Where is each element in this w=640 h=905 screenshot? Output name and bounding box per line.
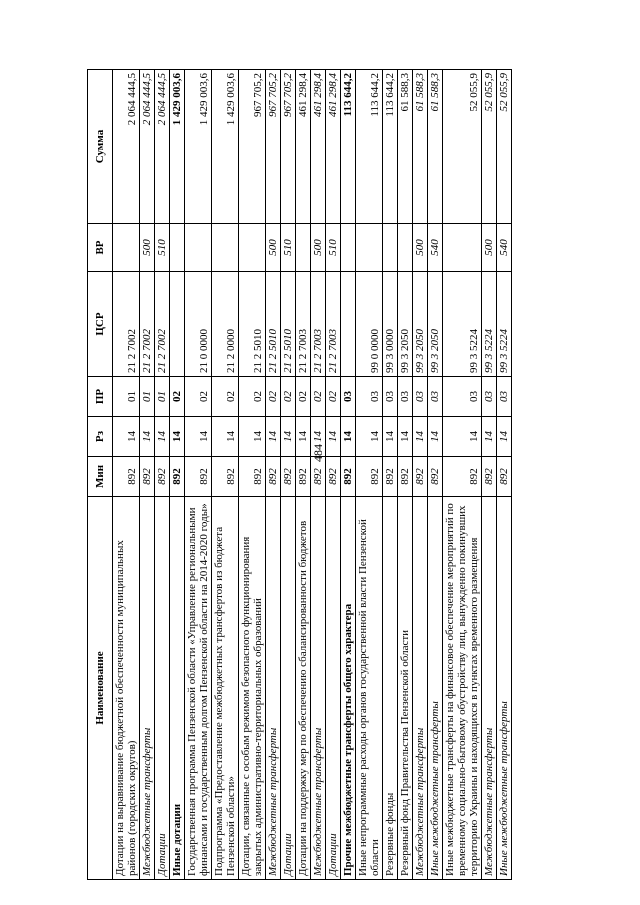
cell-min: 892	[428, 457, 443, 497]
cell-csr: 99 3 5224	[497, 272, 512, 377]
cell-csr: 99 3 2050	[413, 272, 428, 377]
cell-vr	[398, 224, 413, 272]
cell-min: 892	[341, 457, 356, 497]
table-row	[428, 70, 443, 880]
cell-vr	[356, 224, 383, 272]
cell-pr: 03	[482, 377, 497, 417]
cell-vr	[113, 224, 140, 272]
table-row	[296, 70, 311, 880]
cell-vr: 500	[140, 224, 155, 272]
cell-sum: 1 429 003,6	[212, 70, 239, 224]
cell-name: Иные межбюджетные трансферты	[497, 497, 512, 880]
cell-min: 892	[383, 457, 398, 497]
cell-name: Прочие межбюджетные трансферты общего характера	[341, 497, 356, 880]
cell-name: Межбюджетные трансферты	[266, 497, 281, 880]
cell-sum: 461 298,4	[326, 70, 341, 224]
cell-vr	[383, 224, 398, 272]
table-row	[383, 70, 398, 880]
cell-pr: 02	[212, 377, 239, 417]
cell-vr: 500	[311, 224, 326, 272]
cell-rz: 14	[266, 417, 281, 457]
header-vr: ВР	[88, 224, 113, 272]
header-pr: ПР	[88, 377, 113, 417]
cell-vr: 510	[155, 224, 170, 272]
cell-vr	[341, 224, 356, 272]
cell-csr: 21 2 7002	[113, 272, 140, 377]
cell-pr: 03	[341, 377, 356, 417]
cell-min: 892	[239, 457, 266, 497]
cell-sum: 113 644,2	[356, 70, 383, 224]
cell-csr: 99 3 2050	[428, 272, 443, 377]
cell-vr	[296, 224, 311, 272]
cell-pr: 02	[281, 377, 296, 417]
table-row	[170, 70, 185, 880]
cell-min: 892	[113, 457, 140, 497]
cell-pr: 02	[185, 377, 212, 417]
table-row	[398, 70, 413, 880]
cell-min: 892	[185, 457, 212, 497]
cell-min: 892	[266, 457, 281, 497]
table-row	[356, 70, 383, 880]
cell-pr: 02	[266, 377, 281, 417]
table-row	[212, 70, 239, 880]
cell-min: 892	[326, 457, 341, 497]
cell-rz: 14	[155, 417, 170, 457]
table-row	[185, 70, 212, 880]
cell-name: Дотации на поддержку мер по обеспечению сбалансированности бюджетов	[296, 497, 311, 880]
cell-pr: 03	[398, 377, 413, 417]
cell-rz: 14	[185, 417, 212, 457]
table-body	[113, 70, 512, 880]
cell-vr: 540	[428, 224, 443, 272]
cell-vr	[170, 224, 185, 272]
cell-csr: 21 2 7002	[140, 272, 155, 377]
cell-rz: 14	[281, 417, 296, 457]
cell-csr: 99 0 0000	[356, 272, 383, 377]
cell-csr: 99 3 5224	[443, 272, 482, 377]
cell-name: Иные межбюджетные трансферты	[428, 497, 443, 880]
table-row	[482, 70, 497, 880]
cell-rz: 14	[170, 417, 185, 457]
cell-sum: 52 055,9	[482, 70, 497, 224]
cell-csr: 21 2 0000	[212, 272, 239, 377]
table-wrapper	[87, 70, 565, 880]
cell-vr: 500	[266, 224, 281, 272]
table-row	[311, 70, 326, 880]
cell-name: Государственная программа Пензенской области «Управление региональными финансами и государственным долгом Пензенской области на 2014-2020 годы»	[185, 497, 212, 880]
rotated-table-container	[87, 70, 565, 880]
table-row	[155, 70, 170, 880]
cell-min: 892	[281, 457, 296, 497]
cell-name: Межбюджетные трансферты	[482, 497, 497, 880]
cell-vr	[185, 224, 212, 272]
table-row	[443, 70, 482, 880]
cell-rz: 14	[497, 417, 512, 457]
cell-name: Дотации, связанные с особым режимом безопасного функционирования закрытых административно-территориальных образований	[239, 497, 266, 880]
cell-vr: 510	[326, 224, 341, 272]
cell-name: Иные непрограммные расходы органов государственной власти Пензенской области	[356, 497, 383, 880]
cell-min: 892	[482, 457, 497, 497]
cell-csr	[170, 272, 185, 377]
cell-rz: 14	[398, 417, 413, 457]
cell-pr: 02	[239, 377, 266, 417]
cell-csr	[341, 272, 356, 377]
cell-name: Резервный фонд Правительства Пензенской области	[398, 497, 413, 880]
cell-sum: 2 064 444,5	[140, 70, 155, 224]
cell-rz: 14	[413, 417, 428, 457]
budget-table	[87, 69, 512, 880]
table-row	[413, 70, 428, 880]
cell-rz: 14	[383, 417, 398, 457]
cell-min: 892	[296, 457, 311, 497]
cell-csr: 21 2 5010	[266, 272, 281, 377]
cell-rz: 14	[140, 417, 155, 457]
cell-min: 892	[311, 457, 326, 497]
table-row	[497, 70, 512, 880]
cell-csr: 21 2 5010	[239, 272, 266, 377]
header-min: Мин	[88, 457, 113, 497]
cell-sum: 1 429 003,6	[185, 70, 212, 224]
cell-name: Дотации	[281, 497, 296, 880]
cell-pr: 02	[311, 377, 326, 417]
cell-sum: 61 588,3	[428, 70, 443, 224]
cell-name: Дотации	[326, 497, 341, 880]
header-csr: ЦСР	[88, 272, 113, 377]
cell-vr: 540	[497, 224, 512, 272]
cell-min: 892	[155, 457, 170, 497]
cell-sum: 1 429 003,6	[170, 70, 185, 224]
page-number: 484	[311, 444, 325, 462]
cell-vr: 500	[482, 224, 497, 272]
cell-sum: 461 298,4	[296, 70, 311, 224]
cell-min: 892	[413, 457, 428, 497]
cell-csr: 21 2 5010	[281, 272, 296, 377]
cell-vr: 510	[281, 224, 296, 272]
cell-name: Межбюджетные трансферты	[311, 497, 326, 880]
cell-rz: 14	[326, 417, 341, 457]
table-row	[326, 70, 341, 880]
cell-sum: 2 064 444,5	[113, 70, 140, 224]
cell-sum: 113 644,2	[341, 70, 356, 224]
cell-vr	[443, 224, 482, 272]
cell-rz: 14	[356, 417, 383, 457]
cell-sum: 113 644,2	[383, 70, 398, 224]
cell-pr: 03	[356, 377, 383, 417]
cell-csr: 99 3 0000	[383, 272, 398, 377]
cell-rz: 14	[239, 417, 266, 457]
cell-sum: 61 588,3	[398, 70, 413, 224]
cell-pr: 03	[497, 377, 512, 417]
table-row	[140, 70, 155, 880]
cell-sum: 61 588,3	[413, 70, 428, 224]
cell-min: 892	[212, 457, 239, 497]
cell-rz: 14	[296, 417, 311, 457]
cell-rz: 14	[482, 417, 497, 457]
header-sum: Сумма	[88, 70, 113, 224]
cell-name: Межбюджетные трансферты	[413, 497, 428, 880]
cell-csr: 99 3 2050	[398, 272, 413, 377]
cell-csr: 21 2 7003	[326, 272, 341, 377]
table-row	[266, 70, 281, 880]
cell-csr: 21 2 7002	[155, 272, 170, 377]
cell-sum: 967 705,2	[239, 70, 266, 224]
cell-pr: 02	[170, 377, 185, 417]
cell-sum: 967 705,2	[266, 70, 281, 224]
table-row	[113, 70, 140, 880]
cell-name: Межбюджетные трансферты	[140, 497, 155, 880]
cell-csr: 21 2 7003	[311, 272, 326, 377]
cell-min: 892	[140, 457, 155, 497]
cell-pr: 03	[428, 377, 443, 417]
cell-sum: 967 705,2	[281, 70, 296, 224]
header-rz: Рз	[88, 417, 113, 457]
cell-name: Подпрограмма «Предоставление межбюджетных трансфертов из бюджета Пензенской области»	[212, 497, 239, 880]
cell-rz: 14	[113, 417, 140, 457]
cell-pr: 02	[296, 377, 311, 417]
cell-sum: 52 055,9	[443, 70, 482, 224]
cell-pr: 02	[326, 377, 341, 417]
cell-min: 892	[497, 457, 512, 497]
cell-name: Дотации	[155, 497, 170, 880]
table-header-row	[88, 70, 113, 880]
cell-vr: 500	[413, 224, 428, 272]
cell-csr: 21 2 7003	[296, 272, 311, 377]
cell-pr: 03	[443, 377, 482, 417]
cell-vr	[212, 224, 239, 272]
cell-sum: 52 055,9	[497, 70, 512, 224]
cell-rz: 14	[443, 417, 482, 457]
header-name: Наименование	[88, 497, 113, 880]
cell-sum: 2 064 444,5	[155, 70, 170, 224]
cell-rz: 14	[428, 417, 443, 457]
cell-min: 892	[356, 457, 383, 497]
cell-csr: 21 0 0000	[185, 272, 212, 377]
cell-csr: 99 3 5224	[482, 272, 497, 377]
cell-min: 892	[443, 457, 482, 497]
cell-name: Иные межбюджетные трансферты на финансовое обеспечение мероприятий по временному социально-бытовому обустройству лиц, вынужденно покинувших территорию Украины и находящихся в пунктах временного размещения	[443, 497, 482, 880]
cell-pr: 01	[113, 377, 140, 417]
cell-name: Дотации на выравнивание бюджетной обеспеченности муниципальных районов (городских округов)	[113, 497, 140, 880]
table-row	[239, 70, 266, 880]
cell-pr: 03	[383, 377, 398, 417]
cell-rz: 14	[311, 417, 326, 457]
cell-min: 892	[170, 457, 185, 497]
table-row	[281, 70, 296, 880]
cell-name: Резервные фонды	[383, 497, 398, 880]
cell-vr	[239, 224, 266, 272]
cell-rz: 14	[212, 417, 239, 457]
cell-pr: 03	[413, 377, 428, 417]
cell-sum: 461 298,4	[311, 70, 326, 224]
cell-min: 892	[398, 457, 413, 497]
cell-rz: 14	[341, 417, 356, 457]
cell-name: Иные дотации	[170, 497, 185, 880]
cell-pr: 01	[140, 377, 155, 417]
table-row	[341, 70, 356, 880]
cell-pr: 01	[155, 377, 170, 417]
